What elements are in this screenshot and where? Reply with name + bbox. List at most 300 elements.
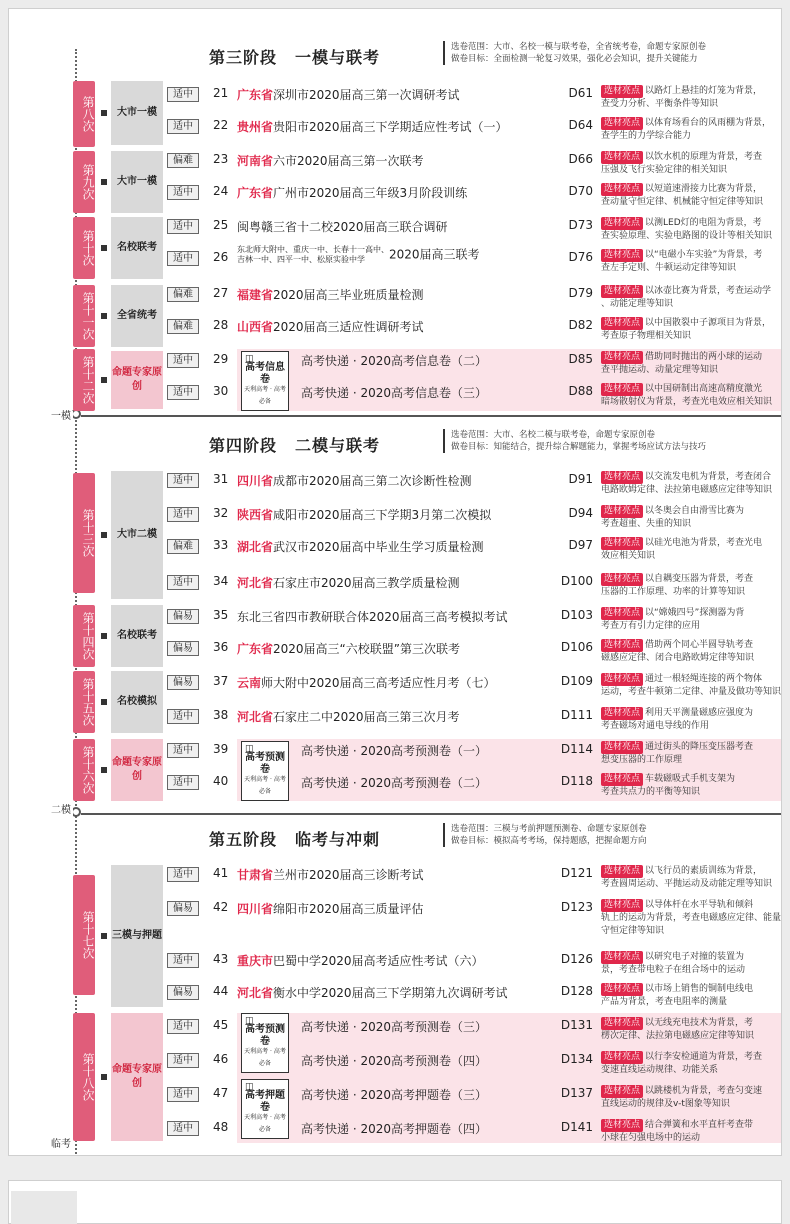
highlight-note xyxy=(601,351,782,377)
paper-number: 29 xyxy=(213,352,229,366)
highlight-line: 以测LED灯的电阻为背景，考 xyxy=(645,218,762,228)
exam-group: 大市一模 xyxy=(111,81,163,145)
paper-title-text: 高考快递 · 2020高考预测卷（一） xyxy=(301,744,487,758)
highlight-badge: 选材亮点 xyxy=(601,471,643,484)
page-code: D79 xyxy=(568,286,593,300)
paper-number: 27 xyxy=(213,286,229,300)
province-label: 陕西省 xyxy=(237,508,274,522)
difficulty-badge: 适中 xyxy=(167,87,199,102)
exam-group: 命题专家原创 xyxy=(111,739,163,801)
province-label: 河北省 xyxy=(237,710,274,724)
paper-title-text: 高考快递 · 2020高考信息卷（三） xyxy=(301,386,487,400)
highlight-line: 压器的工作原理、功率的计算等知识 xyxy=(601,587,746,597)
province-label: 重庆市 xyxy=(237,954,274,968)
paper-title xyxy=(237,506,491,523)
province-label: 福建省 xyxy=(237,288,274,302)
highlight-line: 想变压器的工作原理 xyxy=(601,755,683,765)
highlight-line: 查学生的力学综合能力 xyxy=(601,131,692,141)
difficulty-badge: 偏易 xyxy=(167,901,199,916)
highlight-badge: 选材亮点 xyxy=(601,639,643,652)
highlight-line: 利用天平测量磁感应强度为 xyxy=(645,708,754,718)
paper-title-text: 石家庄二中2020届高三第三次月考 xyxy=(273,710,460,724)
highlight-badge: 选材亮点 xyxy=(601,673,643,686)
book-subtitle: 天利高考 · 高考必备 xyxy=(244,1048,286,1067)
difficulty-badge: 适中 xyxy=(167,1121,199,1136)
difficulty-badge: 偏易 xyxy=(167,985,199,1000)
page-code: D109 xyxy=(560,674,593,688)
highlight-badge: 选材亮点 xyxy=(601,951,643,964)
book-subtitle: 天利高考 · 高考必备 xyxy=(244,386,286,405)
page-code: D137 xyxy=(560,1086,593,1100)
paper-number: 35 xyxy=(213,608,229,622)
highlight-line: 以冰壶比赛为背景，考查运动学 xyxy=(645,286,772,296)
paper-number: 30 xyxy=(213,384,229,398)
highlight-note xyxy=(601,505,782,531)
page-code: D118 xyxy=(560,774,593,788)
book-subtitle: 天利高考 · 高考必备 xyxy=(244,1114,286,1133)
paper-number: 36 xyxy=(213,640,229,654)
highlight-line: 以无线充电技术为背景，考 xyxy=(645,1018,754,1028)
page-code: D100 xyxy=(560,574,593,588)
paper-title-text: 闽粤赣三省十二校2020届高三联合调研 xyxy=(237,220,448,234)
paper-number: 42 xyxy=(213,900,229,914)
difficulty-badge: 适中 xyxy=(167,1019,199,1034)
difficulty-badge: 适中 xyxy=(167,1053,199,1068)
highlight-badge: 选材亮点 xyxy=(601,741,643,754)
highlight-note xyxy=(601,537,782,563)
highlight-line: 变速直线运动规律、功能关系 xyxy=(601,1065,719,1075)
round-tag: 第九次 xyxy=(73,151,95,213)
round-tag: 第十三次 xyxy=(73,473,95,593)
highlight-badge: 选材亮点 xyxy=(601,505,643,518)
highlight-line: 以中国研制出高速高精度激光 xyxy=(645,384,763,394)
highlight-line: 考查超重、失重的知识 xyxy=(601,519,692,529)
highlight-badge: 选材亮点 xyxy=(601,151,643,164)
difficulty-badge: 适中 xyxy=(167,775,199,790)
paper-number: 37 xyxy=(213,674,229,688)
book-cover-xinxi xyxy=(241,351,289,411)
province-label: 广东省 xyxy=(237,88,274,102)
next-page-strip xyxy=(8,1180,782,1224)
page-code: D97 xyxy=(568,538,593,552)
paper-title-text: 深圳市2020届高三第一次调研考试 xyxy=(273,88,460,102)
highlight-badge: 选材亮点 xyxy=(601,1017,643,1030)
paper-number: 31 xyxy=(213,472,229,486)
paper-title-text: 2020届高三毕业班质量检测 xyxy=(273,288,424,302)
paper-title-text: 2020届高三适应性调研考试 xyxy=(273,320,424,334)
paper-title xyxy=(237,86,460,103)
highlight-line: 楞次定律、法拉第电磁感应定律等知识 xyxy=(601,1031,755,1041)
difficulty-badge: 适中 xyxy=(167,867,199,882)
paper-title xyxy=(237,245,480,265)
highlight-line: 以导体杆在水平导轨和倾斜 xyxy=(645,900,754,910)
highlight-line: 以市场上销售的铜制电线电 xyxy=(645,984,754,994)
paper-number: 22 xyxy=(213,118,229,132)
highlight-line: 以饮水机的原理为背景，考查 xyxy=(645,152,763,162)
page-code: D131 xyxy=(560,1018,593,1032)
page-code: D128 xyxy=(560,984,593,998)
difficulty-badge: 适中 xyxy=(167,219,199,234)
highlight-note xyxy=(601,285,782,311)
paper-title-text: 巴蜀中学2020届高考适应性考试（六） xyxy=(273,954,484,968)
paper-title xyxy=(237,984,508,1001)
paper-number: 25 xyxy=(213,218,229,232)
highlight-line: 以冬奥会自由滑雪比赛为 xyxy=(645,506,745,516)
highlight-note xyxy=(601,573,782,599)
paper-title-text: 2020届高三“六校联盟”第三次联考 xyxy=(273,642,460,656)
difficulty-badge: 偏难 xyxy=(167,153,199,168)
paper-title xyxy=(301,774,487,791)
exam-group: 大市二模 xyxy=(111,471,163,599)
difficulty-badge: 偏难 xyxy=(167,319,199,334)
highlight-badge: 选材亮点 xyxy=(601,1085,643,1098)
highlight-line: 景，考查带电粒子在组合场中的运动 xyxy=(601,965,746,975)
paper-number: 34 xyxy=(213,574,229,588)
paper-title-text: 高考快递 · 2020高考信息卷（二） xyxy=(301,354,487,368)
province-label: 河北省 xyxy=(237,986,274,1000)
highlight-note xyxy=(601,899,782,938)
paper-title xyxy=(301,1120,487,1137)
difficulty-badge: 适中 xyxy=(167,1087,199,1102)
highlight-note xyxy=(601,983,782,1009)
paper-title xyxy=(301,352,487,369)
page-code: D94 xyxy=(568,506,593,520)
highlight-line: 以飞行员的素质训练为背景， xyxy=(645,866,763,876)
page-code: D126 xyxy=(560,952,593,966)
page-code: D64 xyxy=(568,118,593,132)
paper-title xyxy=(237,900,424,917)
exam-group: 命题专家原创 xyxy=(111,351,163,409)
highlight-note xyxy=(601,951,782,977)
paper-title xyxy=(237,952,484,969)
round-tag: 第十次 xyxy=(73,217,95,279)
page-code: D82 xyxy=(568,318,593,332)
difficulty-badge: 偏难 xyxy=(167,539,199,554)
highlight-note xyxy=(601,317,782,343)
highlight-line: 轨上的运动为背景，考查电磁感应定律、能量守恒定律等知识 xyxy=(601,913,782,936)
page-code: D103 xyxy=(560,608,593,622)
page-code: D121 xyxy=(560,866,593,880)
province-label: 山西省 xyxy=(237,320,274,334)
highlight-badge: 选材亮点 xyxy=(601,773,643,786)
stage-divider xyxy=(81,813,782,815)
highlight-badge: 选材亮点 xyxy=(601,117,643,130)
highlight-line: 运动，考查牛顿第二定律、冲量及做功等知识 xyxy=(601,687,782,697)
highlight-line: 车载磁吸式手机支架为 xyxy=(645,774,736,784)
highlight-badge: 选材亮点 xyxy=(601,537,643,550)
stage-5-title: 第五阶段 临考与冲刺 xyxy=(209,830,381,849)
exam-group: 大市一模 xyxy=(111,151,163,213)
province-label: 湖北省 xyxy=(237,540,274,554)
highlight-note xyxy=(601,183,782,209)
page-code: D73 xyxy=(568,218,593,232)
province-label: 河南省 xyxy=(237,154,274,168)
page-code: D85 xyxy=(568,352,593,366)
page-code: D88 xyxy=(568,384,593,398)
paper-number: 39 xyxy=(213,742,229,756)
page-code: D61 xyxy=(568,86,593,100)
highlight-line: 借助两个同心半圆导轨考查 xyxy=(645,640,754,650)
difficulty-badge: 适中 xyxy=(167,185,199,200)
paper-title-text: 高考快递 · 2020高考押题卷（四） xyxy=(301,1122,487,1136)
paper-title xyxy=(301,1018,487,1035)
paper-title xyxy=(237,640,460,657)
highlight-badge: 选材亮点 xyxy=(601,983,643,996)
highlight-line: 通过街头的降压变压器考查 xyxy=(645,742,754,752)
paper-title-text: 绵阳市2020届高三质量评估 xyxy=(273,902,424,916)
paper-title xyxy=(237,218,448,235)
paper-number: 47 xyxy=(213,1086,229,1100)
paper-title-text: 高考快递 · 2020高考押题卷（三） xyxy=(301,1088,487,1102)
highlight-badge: 选材亮点 xyxy=(601,317,643,330)
paper-title-text: 贵阳市2020届高三下学期适应性考试（一） xyxy=(273,120,508,134)
next-page-chip xyxy=(11,1191,77,1224)
difficulty-badge: 偏易 xyxy=(167,609,199,624)
highlight-line: 查左手定则、牛顿运动定律等知识 xyxy=(601,263,737,273)
paper-title-text: 兰州市2020届高三诊断考试 xyxy=(273,868,424,882)
highlight-note xyxy=(601,1051,782,1077)
highlight-line: 、动能定理等知识 xyxy=(601,299,674,309)
difficulty-badge: 偏易 xyxy=(167,641,199,656)
round-tag: 第十四次 xyxy=(73,605,95,667)
paper-title-text: 高考快递 · 2020高考预测卷（三） xyxy=(301,1020,487,1034)
page-code: D76 xyxy=(568,250,593,264)
exam-group: 名校联考 xyxy=(111,217,163,279)
highlight-line: 小球在匀强电场中的运动 xyxy=(601,1133,701,1143)
highlight-note xyxy=(601,1119,782,1145)
paper-title xyxy=(237,318,424,335)
highlight-line: 结合弹簧和水平直杆考查带 xyxy=(645,1120,754,1130)
province-label: 广东省 xyxy=(237,642,274,656)
paper-number: 38 xyxy=(213,708,229,722)
highlight-line: 以“电磁小车实验”为背景，考 xyxy=(645,250,763,260)
book-title: 高考预测卷 xyxy=(245,1024,285,1047)
highlight-line: 借助同时抛出的两小球的运动 xyxy=(645,352,763,362)
paper-number: 44 xyxy=(213,984,229,998)
highlight-line: 考查原子物理相关知识 xyxy=(601,331,692,341)
highlight-line: 产品为背景，考查电阻率的测量 xyxy=(601,997,728,1007)
difficulty-badge: 适中 xyxy=(167,743,199,758)
book-title: 高考押题卷 xyxy=(245,1090,285,1113)
page-code: D114 xyxy=(560,742,593,756)
highlight-note xyxy=(601,707,782,733)
round-tag: 第八次 xyxy=(73,81,95,147)
highlight-line: 以研究电子对撞的装置为 xyxy=(645,952,745,962)
page-code: D66 xyxy=(568,152,593,166)
paper-title-text: 石家庄市2020届高三教学质量检测 xyxy=(273,576,460,590)
paper-number: 21 xyxy=(213,86,229,100)
paper-title xyxy=(237,538,484,555)
paper-number: 48 xyxy=(213,1120,229,1134)
round-tag: 第十二次 xyxy=(73,349,95,411)
difficulty-badge: 适中 xyxy=(167,575,199,590)
highlight-badge: 选材亮点 xyxy=(601,183,643,196)
highlight-badge: 选材亮点 xyxy=(601,899,643,912)
difficulty-badge: 适中 xyxy=(167,353,199,368)
paper-title-text: 武汉市2020届高中毕业生学习质量检测 xyxy=(273,540,484,554)
highlight-note xyxy=(601,607,782,633)
province-label: 四川省 xyxy=(237,474,274,488)
book-cover-yati xyxy=(241,1079,289,1139)
paper-number: 28 xyxy=(213,318,229,332)
page-code: D141 xyxy=(560,1120,593,1134)
difficulty-badge: 适中 xyxy=(167,119,199,134)
highlight-line: 查受力分析、平衡条件等知识 xyxy=(601,99,719,109)
page-code: D123 xyxy=(560,900,593,914)
book-cover-yuce xyxy=(241,1013,289,1073)
highlight-note xyxy=(601,741,782,767)
paper-title-text: 2020届高三联考 xyxy=(389,247,480,262)
highlight-badge: 选材亮点 xyxy=(601,351,643,364)
book-cover-yuce xyxy=(241,741,289,801)
highlight-line: 考查万有引力定律的应用 xyxy=(601,621,701,631)
stage-4-title: 第四阶段 二模与联考 xyxy=(209,436,381,455)
exam-group: 命题专家原创 xyxy=(111,1013,163,1141)
highlight-line: 以体育场看台的风雨棚为背景， xyxy=(645,118,772,128)
highlight-note xyxy=(601,85,782,111)
highlight-note xyxy=(601,217,782,243)
paper-title xyxy=(237,708,460,725)
round-tag: 第十六次 xyxy=(73,739,95,801)
milestone-yimo: 一模 xyxy=(51,411,71,422)
highlight-line: 以硅光电池为背景，考查光电 xyxy=(645,538,763,548)
page-code: D91 xyxy=(568,472,593,486)
paper-title-text: 六市2020届高三第一次联考 xyxy=(273,154,424,168)
round-tag: 第十七次 xyxy=(73,875,95,995)
highlight-badge: 选材亮点 xyxy=(601,217,643,230)
highlight-line: 暗场散射仪为背景，考查光电效应相关知识 xyxy=(601,397,773,407)
stage-divider xyxy=(81,415,782,417)
highlight-line: 通过一根轻绳连接的两个物体 xyxy=(645,674,763,684)
highlight-note xyxy=(601,639,782,665)
highlight-line: 压强及飞行实验定律的相关知识 xyxy=(601,165,728,175)
paper-title xyxy=(237,608,508,625)
highlight-line: 以跳楼机为背景，考查匀变速 xyxy=(645,1086,763,1096)
paper-title-text: 咸阳市2020届高三下学期3月第二次模拟 xyxy=(273,508,492,522)
difficulty-badge: 适中 xyxy=(167,385,199,400)
paper-title-text: 广州市2020届高三年级3月阶段训练 xyxy=(273,186,468,200)
highlight-note xyxy=(601,1085,782,1111)
paper-number: 43 xyxy=(213,952,229,966)
paper-title xyxy=(301,1086,487,1103)
province-label: 广东省 xyxy=(237,186,274,200)
page-code: D111 xyxy=(560,708,593,722)
paper-number: 24 xyxy=(213,184,229,198)
stage-3-note: 选卷范围：大市、名校一模与联考卷，全省统考卷，命题专家原创卷 做卷目标：全面检测一轮复习效果，强化必会知识，提升关键能力 xyxy=(443,41,706,65)
province-label: 河北省 xyxy=(237,576,274,590)
paper-title xyxy=(237,674,496,691)
milestone-linkao: 临考 xyxy=(51,1139,71,1150)
paper-number: 46 xyxy=(213,1052,229,1066)
book-subtitle: 天利高考 · 高考必备 xyxy=(244,776,286,795)
highlight-line: 电路欧姆定律、法拉第电磁感应定律等知识 xyxy=(601,485,773,495)
highlight-badge: 选材亮点 xyxy=(601,85,643,98)
stage-5-note: 选卷范围：三模与考前押题预测卷、命题专家原创卷 做卷目标：模拟高考考场，保持题感，把握命题方向 xyxy=(443,823,647,847)
round-tag: 第十一次 xyxy=(73,285,95,347)
highlight-line: 考查磁场对通电导线的作用 xyxy=(601,721,710,731)
highlight-line: 以交流发电机为背景，考查闭合 xyxy=(645,472,772,482)
province-label: 贵州省 xyxy=(237,120,274,134)
paper-number: 23 xyxy=(213,152,229,166)
paper-number: 41 xyxy=(213,866,229,880)
highlight-badge: 选材亮点 xyxy=(601,865,643,878)
highlight-badge: 选材亮点 xyxy=(601,607,643,620)
difficulty-badge: 适中 xyxy=(167,251,199,266)
difficulty-badge: 适中 xyxy=(167,709,199,724)
paper-title-text: 成都市2020届高三第二次诊断性检测 xyxy=(273,474,472,488)
paper-number: 26 xyxy=(213,250,229,264)
highlight-note xyxy=(601,117,782,143)
highlight-note xyxy=(601,1017,782,1043)
highlight-line: 磁感应定律、闭合电路欧姆定律等知识 xyxy=(601,653,755,663)
highlight-line: 以路灯上悬挂的灯笼为背景， xyxy=(645,86,763,96)
exam-group: 名校联考 xyxy=(111,605,163,667)
highlight-note xyxy=(601,383,782,409)
exam-group: 名校模拟 xyxy=(111,671,163,733)
highlight-badge: 选材亮点 xyxy=(601,1051,643,1064)
province-label: 四川省 xyxy=(237,902,274,916)
difficulty-badge: 适中 xyxy=(167,473,199,488)
paper-title xyxy=(237,472,472,489)
paper-title xyxy=(301,742,487,759)
difficulty-badge: 适中 xyxy=(167,507,199,522)
highlight-note xyxy=(601,773,782,799)
exam-group: 三模与押题 xyxy=(111,865,163,1007)
highlight-note xyxy=(601,673,782,699)
highlight-line: 查动量守恒定律、机械能守恒定律等知识 xyxy=(601,197,764,207)
paper-number: 33 xyxy=(213,538,229,552)
highlight-badge: 选材亮点 xyxy=(601,285,643,298)
highlight-note xyxy=(601,865,782,891)
paper-title xyxy=(237,184,467,201)
highlight-line: 直线运动的规律及v-t图象等知识 xyxy=(601,1099,730,1109)
school-list-line: 吉林一中、四平一中、松原实验中学 xyxy=(237,255,365,264)
book-title: 高考信息卷 xyxy=(245,362,285,385)
highlight-line: 以中国散裂中子源项目为背景， xyxy=(645,318,772,328)
paper-title-text: 东北三省四市教研联合体2020届高三高考模拟考试 xyxy=(237,610,508,624)
catalog-page xyxy=(8,8,782,1156)
highlight-note xyxy=(601,471,782,497)
highlight-line: 以短道速滑接力比赛为背景， xyxy=(645,184,763,194)
highlight-line: 以“嫦娥四号”探测器为背 xyxy=(645,608,745,618)
paper-number: 45 xyxy=(213,1018,229,1032)
highlight-badge: 选材亮点 xyxy=(601,1119,643,1132)
highlight-line: 以自耦变压器为背景，考查 xyxy=(645,574,754,584)
highlight-line: 考查共点力的平衡等知识 xyxy=(601,787,701,797)
paper-title xyxy=(237,286,424,303)
highlight-line: 查平抛运动、动量定理等知识 xyxy=(601,365,719,375)
stage-4-note: 选卷范围：大市、名校二模与联考卷，命题专家原创卷 做卷目标：知能结合，提升综合解题能力，掌握考场应试方法与技巧 xyxy=(443,429,706,453)
paper-title xyxy=(237,866,424,883)
paper-title xyxy=(237,152,424,169)
highlight-line: 效应相关知识 xyxy=(601,551,656,561)
highlight-line: 查实验原理、实验电路图的设计等相关知识 xyxy=(601,231,773,241)
highlight-note xyxy=(601,249,782,275)
stage-3-title: 第三阶段 一模与联考 xyxy=(209,48,381,67)
school-list-line: 东北师大附中、重庆一中、长春十一高中、 xyxy=(237,245,389,254)
school-list xyxy=(237,245,389,265)
highlight-badge: 选材亮点 xyxy=(601,573,643,586)
highlight-badge: 选材亮点 xyxy=(601,707,643,720)
difficulty-badge: 偏易 xyxy=(167,675,199,690)
paper-title xyxy=(237,118,508,135)
paper-title-text: 高考快递 · 2020高考预测卷（二） xyxy=(301,776,487,790)
highlight-badge: 选材亮点 xyxy=(601,383,643,396)
paper-number: 32 xyxy=(213,506,229,520)
page-code: D106 xyxy=(560,640,593,654)
paper-title-text: 衡水中学2020届高三下学期第九次调研考试 xyxy=(273,986,508,1000)
paper-title-text: 高考快递 · 2020高考预测卷（四） xyxy=(301,1054,487,1068)
